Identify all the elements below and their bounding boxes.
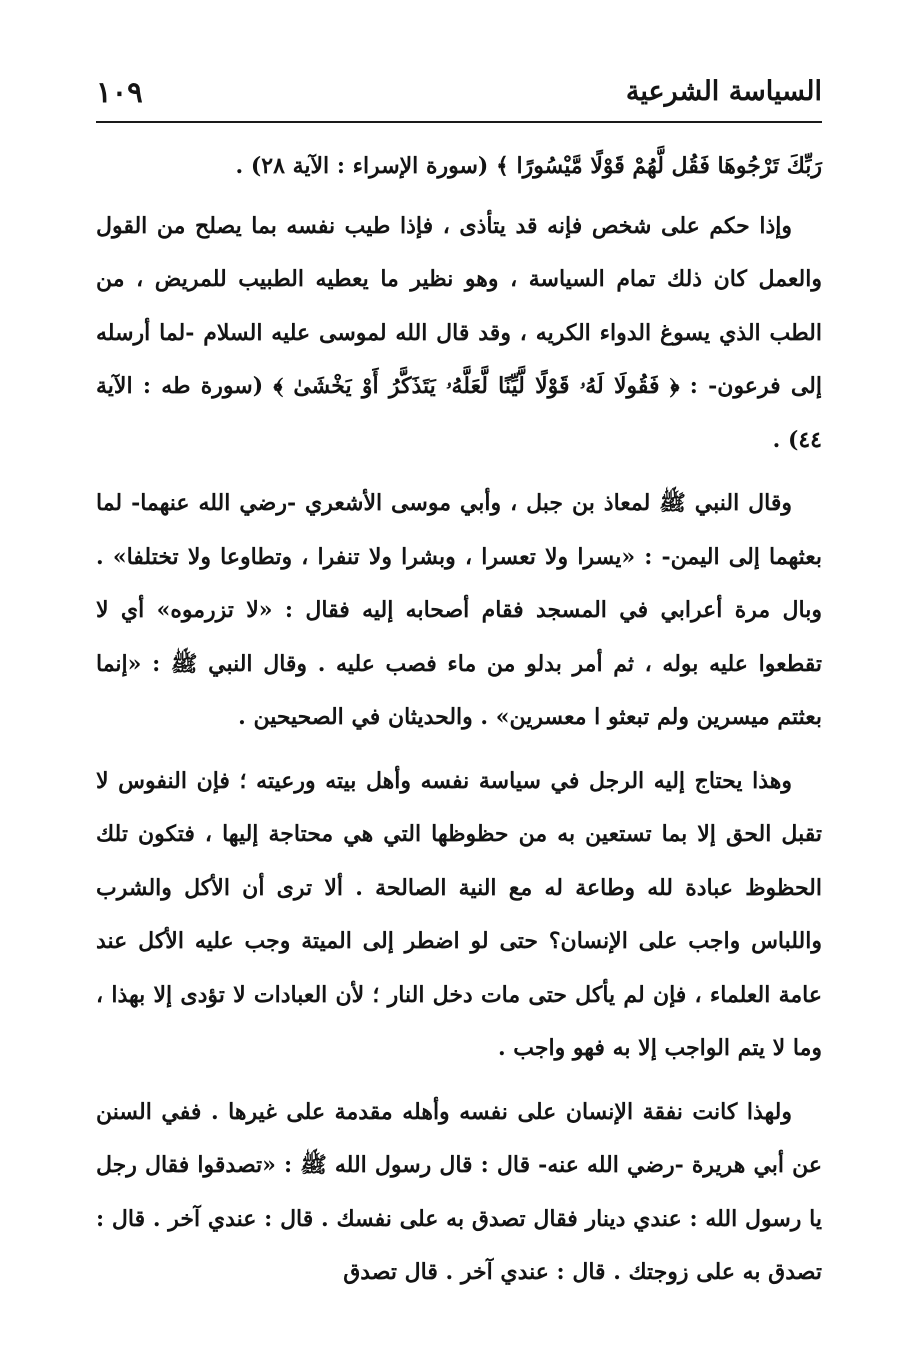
paragraph: وهذا يحتاج إليه الرجل في سياسة نفسه وأهل بيته ورعيته ؛ فإن النفوس لا تقبل الحق إلا بما تستعين به من حظوظها التي هي محتاجة إليها ، فتكون تلك الحظوظ عبادة لله وطاعة له مع النية الصالحة . ألا ترى أن الأكل والشرب واللباس واجب على الإنسان؟ حتى لو اضطر إلى الميتة وجب عليه الأكل عند عامة العلماء ، فإن لم يأكل حتى مات دخل النار ؛ لأن العبادات لا تؤدى إلا بهذا ، وما لا يتم الواجب إلا به فهو واجب .: [96, 767, 822, 1061]
paragraph: وإذا حكم على شخص فإنه قد يتأذى ، فإذا طيب نفسه بما يصلح من القول والعمل كان ذلك تمام السياسة ، وهو نظير ما يعطيه الطبيب للمريض ، من الطب الذي يسوغ الدواء الكريه ، وقد قال الله لموسى عليه السلام -لما أرسله إلى فرعون- : ﴿ فَقُولَا لَهُۥ قَوْلًا لَّيِّنًا لَّعَلَّهُۥ يَتَذَكَّرُ أَوْ يَخْشَىٰ ﴾ (سورة طه : الآية ٤٤) .: [96, 212, 822, 453]
header-rule: [96, 121, 822, 123]
running-title: السياسة الشرعية: [625, 76, 822, 107]
paragraph: وقال النبي ﷺ لمعاذ بن جبل ، وأبي موسى الأشعري -رضي الله عنهما- لما بعثهما إلى اليمن- : «يسرا ولا تعسرا ، وبشرا ولا تنفرا ، وتطاوعا ولا تختلفا» . وبال مرة أعرابي في المسجد فقام أصحابه إليه فقال : «لا تزرموه» أي لا تقطعوا عليه بوله ، ثم أمر بدلو من ماء فصب عليه . وقال النبي ﷺ : «إنما بعثتم ميسرين ولم تبعثو ا معسرين» . والحديثان في الصحيحين .: [96, 490, 822, 730]
paragraph: ولهذا كانت نفقة الإنسان على نفسه وأهله مقدمة على غيرها . ففي السنن عن أبي هريرة -رضي الله عنه- قال : قال رسول الله ﷺ : «تصدقوا فقال رجل يا رسول الله : عندي دينار فقال تصدق به على نفسك . قال : عندي آخر . قال : تصدق به على زوجتك . قال : عندي آخر . قال تصدق: [96, 1098, 822, 1285]
paragraph-verse-continuation: رَبِّكَ تَرْجُوهَا فَقُل لَّهُمْ قَوْلًا مَّيْسُورًا ﴾ (سورة الإسراء : الآية ٢٨) .: [235, 153, 822, 179]
page-header: [96, 72, 822, 116]
body-text: [96, 140, 822, 1310]
page-number: ١٠٩: [96, 75, 143, 109]
